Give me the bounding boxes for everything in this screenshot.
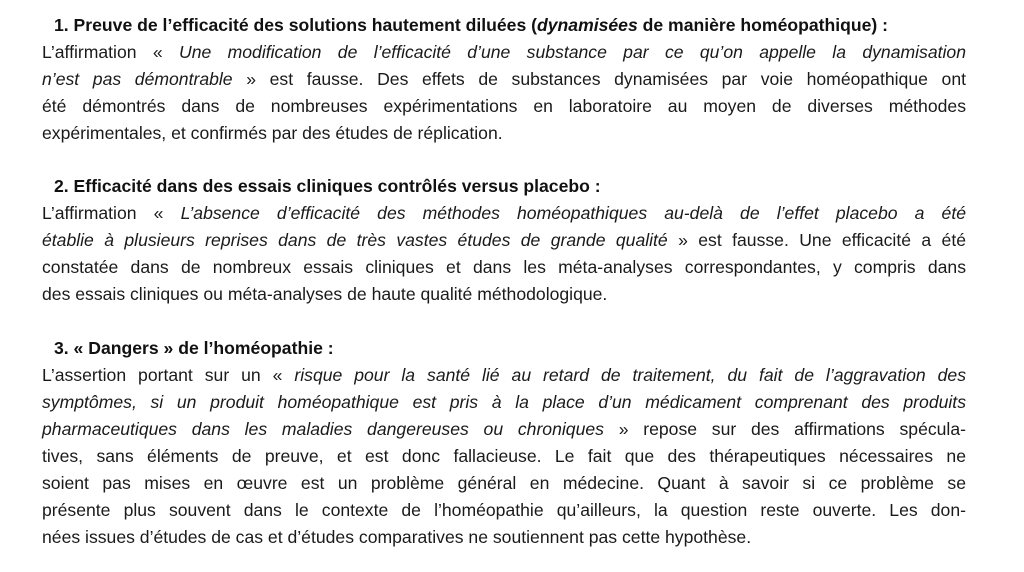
quote-run: symptômes, si un produit homéopathique est pris à la place d’un médicament comprenant des produits bbox=[42, 392, 966, 412]
text-run: soient pas mises en œuvre est un problème général en médecine. Quant à savoir si ce problème se bbox=[42, 473, 966, 493]
heading-text: 3. « Dangers » de l’homéopathie : bbox=[54, 338, 334, 358]
paragraph-line bbox=[42, 39, 966, 66]
heading-emphasis: dynamisées bbox=[537, 15, 638, 35]
text-run: » est fausse. Des effets de substances dynamisées par voie homéopathique ont bbox=[232, 69, 966, 89]
quote-run: n’est pas démontrable bbox=[42, 69, 233, 89]
text-run: constatée dans de nombreux essais cliniques et dans les méta-analyses correspondantes, y compris dans bbox=[42, 257, 966, 277]
paragraph-line bbox=[42, 443, 966, 470]
quote-run: L’absence d’efficacité des méthodes homéopathiques au-delà de l’effet placebo a été bbox=[180, 203, 966, 223]
section-heading bbox=[54, 335, 334, 362]
heading-text: 2. Efficacité dans des essais cliniques contrôlés versus placebo : bbox=[54, 176, 601, 196]
paragraph-line bbox=[42, 470, 966, 497]
paragraph-line bbox=[42, 254, 966, 281]
quote-run: établie à plusieurs reprises dans de très vastes études de grande qualité bbox=[42, 230, 668, 250]
section-heading bbox=[54, 12, 888, 39]
section-heading bbox=[54, 173, 601, 200]
paragraph-line bbox=[42, 120, 966, 147]
heading-text: de manière homéopathique) : bbox=[637, 15, 889, 35]
paragraph-line bbox=[42, 362, 966, 389]
text-run: » repose sur des affirmations spécula- bbox=[603, 419, 966, 439]
text-run: L’affirmation « bbox=[42, 203, 181, 223]
paragraph-line bbox=[42, 200, 966, 227]
text-run: nées issues d’études de cas et d’études comparatives ne soutiennent pas cette hypothèse. bbox=[42, 527, 752, 547]
text-run: présente plus souvent dans le contexte de l’homéopathie qu’ailleurs, la question reste ouverte. Les don- bbox=[42, 500, 966, 520]
text-run: expérimentales, et confirmés par des études de réplication. bbox=[42, 123, 503, 143]
paragraph-line bbox=[42, 93, 966, 120]
paragraph-line bbox=[42, 66, 966, 93]
quote-run: risque pour la santé lié au retard de traitement, du fait de l’aggravation des bbox=[294, 365, 966, 385]
text-run: L’affirmation « bbox=[42, 42, 179, 62]
quote-run: pharmaceutiques dans les maladies dangereuses ou chroniques bbox=[42, 419, 604, 439]
text-run: L’assertion portant sur un « bbox=[42, 365, 295, 385]
paragraph-line bbox=[42, 389, 966, 416]
text-run: tives, sans éléments de preuve, et est donc fallacieuse. Le fait que des thérapeutiques nécessaires ne bbox=[42, 446, 966, 466]
text-run: des essais cliniques ou méta-analyses de haute qualité méthodologique. bbox=[42, 284, 608, 304]
paragraph-line bbox=[42, 281, 966, 308]
text-run: été démontrés dans de nombreuses expérimentations en laboratoire au moyen de diverses méthodes bbox=[42, 96, 966, 116]
paragraph-line bbox=[42, 416, 966, 443]
text-run: » est fausse. Une efficacité a été bbox=[667, 230, 966, 250]
heading-text: 1. Preuve de l’efficacité des solutions hautement diluées ( bbox=[54, 15, 537, 35]
paragraph-line bbox=[42, 227, 966, 254]
paragraph-line bbox=[42, 497, 966, 524]
paragraph-line bbox=[42, 524, 966, 551]
quote-run: Une modification de l’efficacité d’une substance par ce qu’on appelle la dynamisation bbox=[178, 42, 966, 62]
